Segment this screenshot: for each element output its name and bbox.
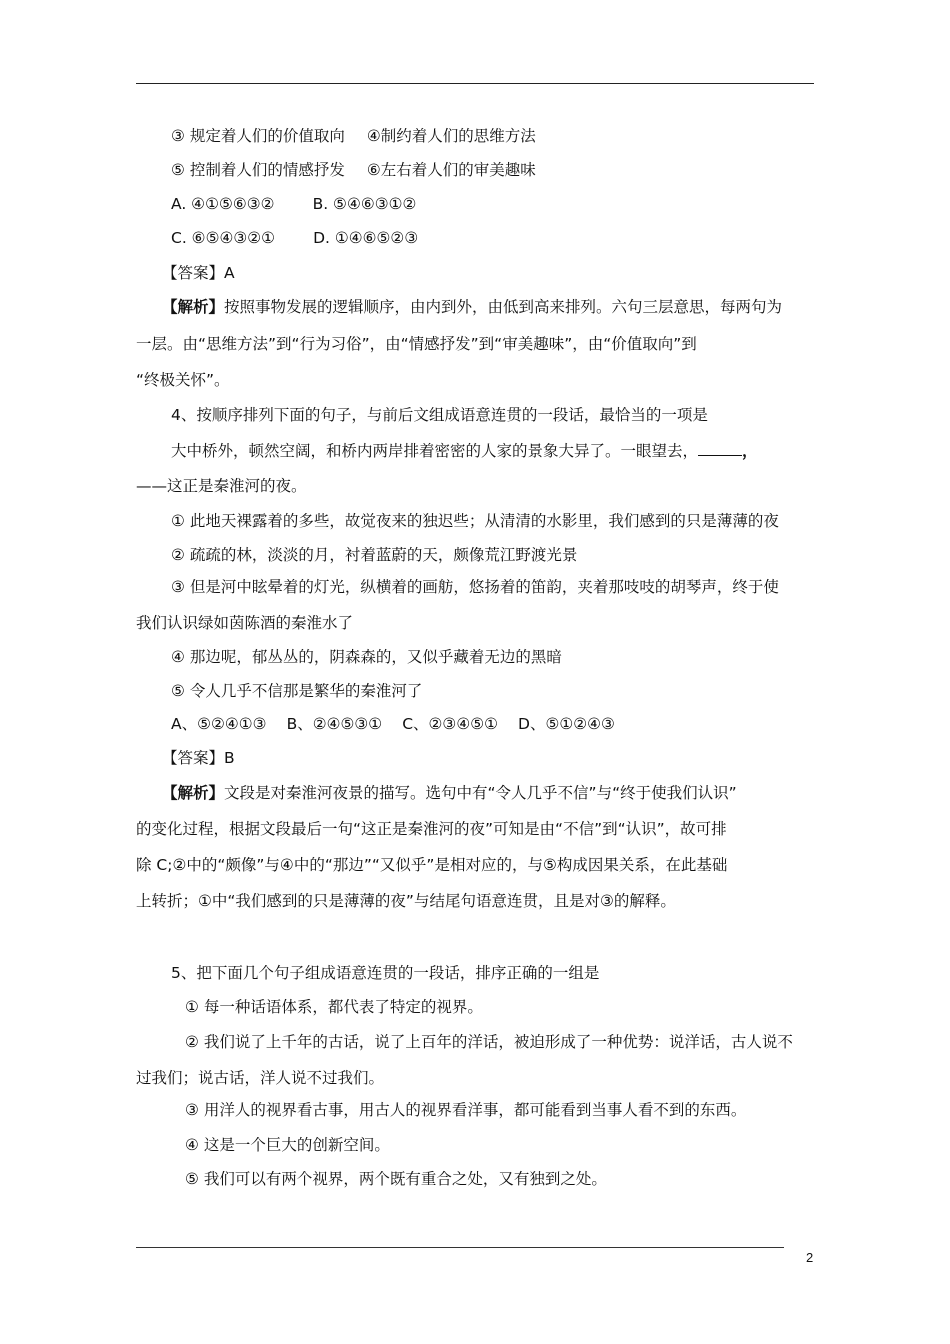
q4-analysis-line-3: 除 C;②中的“颇像”与④中的“那边”“又似乎”是相对应的，与⑤构成因果关系，在此基础 [136,856,728,874]
q4-sentence-3-line-1: ③ 但是河中眩晕着的灯光，纵横着的画舫，悠扬着的笛韵，夹着那吱吱的胡琴声，终于使 [171,578,779,596]
q3-options-row-2 [171,159,536,181]
q4-choice-d: D、⑤①②④③ [518,715,615,733]
q3-choice-a: A. ④①⑤⑥③② [171,195,275,213]
q4-passage-line-1 [171,440,758,462]
q4-stem: 4、按顺序排列下面的句子，与前后文组成语意连贯的一段话，最恰当的一项是 [171,406,708,424]
q3-answer: 【答案】A [162,264,235,282]
q4-analysis-line-2: 的变化过程，根据文段最后一句“这正是秦淮河的夜”可知是由“不信”到“认识”，故可排 [136,820,727,838]
footer-rule [136,1247,784,1248]
q3-option-3: ③ 规定着人们的价值取向 [171,127,345,145]
q4-analysis-tag: 【解析】 [162,784,225,802]
q4-answer: 【答案】B [162,749,235,767]
q4-analysis-text-1: 文段是对秦淮河夜景的描写。选句中有“令人几乎不信”与“终于使我们认识” [224,784,737,802]
q4-choice-a: A、⑤②④①③ [171,715,267,733]
q3-choice-b: B. ⑤④⑥③①② [312,195,417,213]
q4-passage-text: 大中桥外，顿然空阔，和桥内两岸排着密密的人家的景象大异了。一眼望去， [171,442,699,460]
q5-sentence-2-line-2: 过我们；说古话，洋人说不过我们。 [136,1069,385,1087]
q3-option-4: ④制约着人们的思维方法 [366,127,536,145]
q5-sentence-3: ③ 用洋人的视界看古事，用古人的视界看洋事，都可能看到当事人看不到的东西。 [185,1101,747,1119]
q5-sentence-2-line-1: ② 我们说了上千年的古话，说了上百年的洋话，被迫形成了一种优势：说洋话，古人说不 [185,1033,793,1051]
q4-sentence-2: ② 疏疏的林，淡淡的月，衬着蓝蔚的天，颇像荒江野渡光景 [171,546,578,564]
q4-passage-comma: ， [742,442,758,460]
q4-analysis-line-4: 上转折；①中“我们感到的只是薄薄的夜”与结尾句语意连贯，且是对③的解释。 [136,892,676,910]
q4-passage-line-2: ——这正是秦淮河的夜。 [136,477,307,495]
q5-stem: 5、把下面几个句子组成语意连贯的一段话，排序正确的一组是 [171,964,600,982]
q3-analysis-line-2: 一层。由“思维方法”到“行为习俗”，由“情感抒发”到“审美趣味”，由“价值取向”到 [136,335,697,353]
q3-choice-d: D. ①④⑥⑤②③ [313,229,419,247]
q3-options-row-1 [171,125,536,147]
q3-analysis-text-1: 按照事物发展的逻辑顺序，由内到外，由低到高来排列。六句三层意思，每两句为 [224,298,783,316]
q3-analysis-line-1 [162,296,782,318]
q4-sentence-3-line-2: 我们认识绿如茵陈酒的秦淮水了 [136,614,354,632]
q3-choice-c: C. ⑥⑤④③②① [171,229,276,247]
q3-option-6: ⑥左右着人们的审美趣味 [366,161,536,179]
q3-option-5: ⑤ 控制着人们的情感抒发 [171,161,345,179]
q3-choices-row-1 [171,193,416,215]
q5-sentence-1: ① 每一种话语体系，都代表了特定的视界。 [185,998,483,1016]
q4-choice-c: C、②③④⑤① [402,715,499,733]
q3-analysis-tag: 【解析】 [162,298,225,316]
q3-choices-row-2 [171,227,418,249]
q3-analysis-line-3: “终极关怀”。 [136,371,230,389]
q4-choice-b: B、②④⑤③① [286,715,383,733]
q4-sentence-5: ⑤ 令人几乎不信那是繁华的秦淮河了 [171,682,423,700]
header-rule [136,83,814,84]
q4-blank [698,441,742,456]
page-number: 2 [806,1250,814,1265]
q4-sentence-4: ④ 那边呢，郁丛丛的，阴森森的，又似乎藏着无边的黑暗 [171,648,562,666]
q5-sentence-4: ④ 这是一个巨大的创新空间。 [185,1136,390,1154]
q4-sentence-1: ① 此地天裸露着的多些，故觉夜来的独迟些；从清清的水影里，我们感到的只是薄薄的夜 [171,512,779,530]
q4-analysis-line-1 [162,782,737,804]
q5-sentence-5: ⑤ 我们可以有两个视界，两个既有重合之处，又有独到之处。 [185,1170,607,1188]
q4-choices-row [171,713,615,735]
